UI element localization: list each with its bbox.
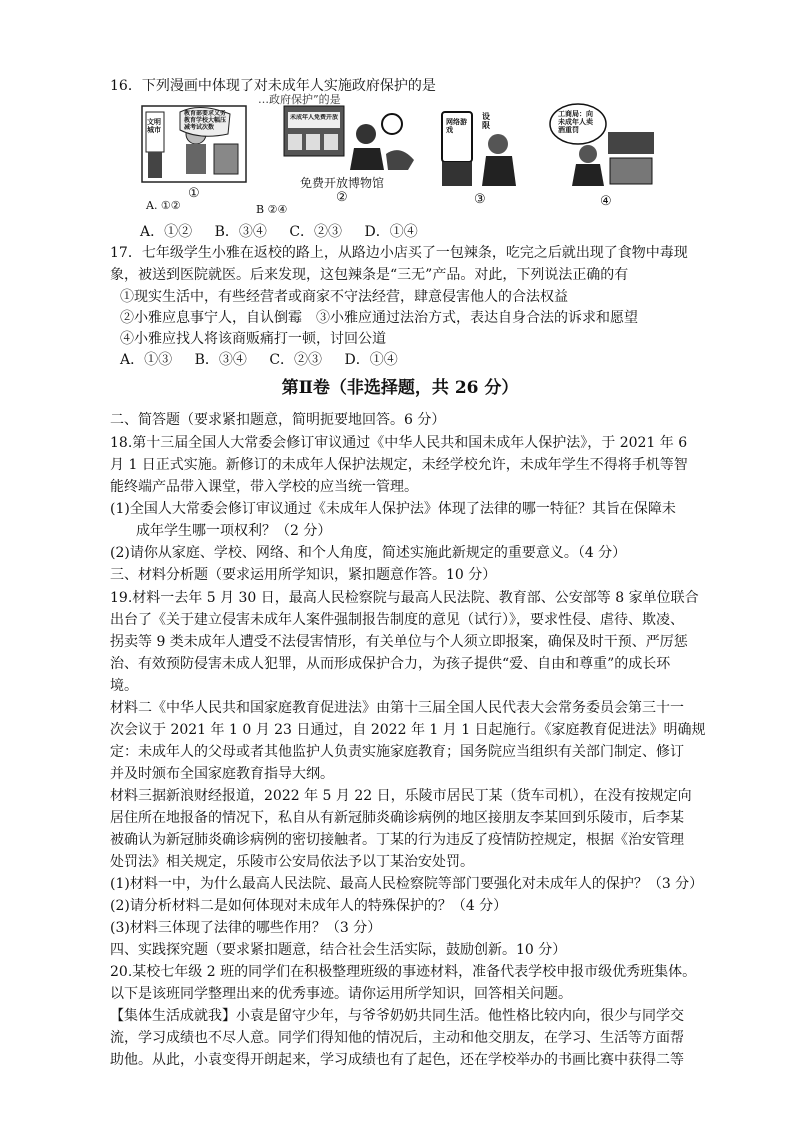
cartoon-2-board: 未成年人免费开放: [290, 114, 338, 121]
story-line-2: 流，学习成绩也不尽人意。同学们得知他的情况后，主动和他交朋友，在学习、生活等方面帮: [110, 1030, 684, 1046]
material-2-line-2: 次会议于 2021 年 1 0 月 23 日通过，自 2022 年 1 月 1 日起施行。《家庭教育促进法》明确规: [110, 722, 706, 738]
q17-stem-line-2: 象，被送到医院就医。后来发现，这包辣条是“三无”产品。对此，下列说法正确的有: [110, 267, 629, 283]
q18-sub-1-line-2: 成年学生哪一项权利？（2 分）: [136, 523, 332, 539]
q18-line-1: 18.第十三届全国人大常委会修订审议通过《中华人民共和国未成年人保护法》，于 2021 年 6: [110, 435, 688, 451]
q17-item-2-3: ②小雅应息事宁人，自认倒霉 ③小雅应通过法治方式，表达自身合法的诉求和愿望: [120, 310, 638, 326]
story-line-1: 【集体生活成就我】小袁是留守少年，与爷爷奶奶共同生活。他性格比较内向，很少与同学交: [110, 1008, 684, 1024]
q16-partial-option-b: B ②④: [256, 205, 288, 213]
part-2-heading: 二、简答题（要求紧扣题意，简明扼要地回答。6 分）: [110, 412, 446, 428]
part-4-heading: 四、实践探究题（要求紧扣题意，结合社会生活实际，鼓励创新。10 分）: [110, 942, 567, 958]
material-1-line-1: 19.材料一去年 5 月 30 日，最高人民检察院与最高人民法院、教育部、公安部等 8 家单位联合: [110, 590, 699, 606]
cartoon-panel-3: [438, 104, 528, 214]
q17-options: [120, 350, 416, 370]
material-2-line-3: 定：未成年人的父母或者其他监护人负责实施家庭教育；国务院应当组织有关部门制定、修订: [110, 744, 684, 760]
q18-line-2: 月 1 日正式实施。新修订的未成年人保护法规定，未经学校允许，未成年学生不得将手机等智: [110, 457, 688, 473]
q17-option-d[interactable]: D．①④: [344, 352, 398, 368]
q19-sub-2: (2)请分析材料二是如何体现对未成年人的特殊保护的？（4 分）: [110, 898, 508, 914]
q16-banner-partial: …政府保护”的是: [258, 93, 341, 106]
cartoon-panel-2: [280, 104, 418, 214]
q17-stem-line-1: 17．七年级学生小雅在返校的路上，从路边小店买了一包辣条，吃完之后就出现了食物中毒现: [110, 245, 688, 261]
cartoon-3-screen: 网络游戏: [446, 117, 467, 134]
q16-option-d[interactable]: D．①④: [364, 224, 418, 240]
material-1-line-4: 治、有效预防侵害未成人犯罪，从而形成保护合力，为孩子提供“爱、自由和尊重”的成长环: [110, 656, 671, 672]
material-3-line-3: 被确认为新冠肺炎确诊病例的密切接触者。丁某的行为违反了疫情防控规定，根据《治安管理: [110, 832, 684, 848]
q17-option-b[interactable]: B．③④: [194, 352, 247, 368]
q16-option-c[interactable]: C．②③: [289, 224, 343, 240]
q19-sub-1: (1)材料一中，为什么最高人民法院、最高人民检察院等部门要强化对未成年人的保护？（3 分）: [110, 876, 704, 892]
cartoon-panel-1: [140, 104, 248, 214]
q19-sub-3: (3)材料三体现了法律的哪些作用？（3 分）: [110, 920, 382, 936]
material-2-line-4: 并及时颁布全国家庭教育指导大纲。: [110, 766, 334, 782]
q16-partial-option-a: A. ①②: [146, 199, 181, 212]
part-3-heading: 三、材料分析题（要求运用所学知识，紧扣题意作答。10 分）: [110, 567, 497, 583]
material-1-line-5: 境。: [110, 678, 138, 694]
material-2-line-1: 材料二《中华人民共和国家庭教育促进法》由第十三届全国人民代表大会常务委员会第三十一: [110, 700, 684, 716]
material-3-line-1: 材料三据新浪财经报道，2022 年 5 月 22 日，乐陵市居民丁某（货车司机），在没有按规定向: [110, 788, 692, 804]
q20-line-2: 以下是该班同学整理出来的优秀事迹。请你运用所学知识，回答相关问题。: [110, 986, 572, 1002]
cartoon-1-bubble: 教育部要求义务教育学校大幅压减考试次数: [184, 110, 227, 131]
material-3-line-4: 处罚法》相关规定，乐陵市公安局依法予以丁某治安处罚。: [110, 854, 474, 870]
cartoon-3-speech: 设限: [482, 111, 490, 130]
material-1-line-2: 出台了《关于建立侵害未成年人案件强制报告制度的意见（试行）》，要求性侵、虐待、欺凌、: [110, 612, 684, 628]
q18-line-3: 能终端产品带入课堂，带入学校的应当统一管理。: [110, 479, 418, 495]
section-2-title: 第Ⅱ卷（非选择题，共 26 分）: [281, 378, 519, 398]
q17-option-c[interactable]: C．②③: [269, 352, 323, 368]
q17-item-1: ①现实生活中，有些经营者或商家不守法经营，肆意侵害他人的合法权益: [120, 289, 568, 305]
cartoon-4-number: ④: [600, 194, 612, 209]
cartoon-2-number: ②: [336, 190, 348, 205]
q16-option-b[interactable]: B．③④: [214, 224, 267, 240]
q18-sub-1-line-1: (1)全国人大常委会修订审议通过《未成年人保护法》体现了法律的哪一特征？其旨在保障未: [110, 501, 676, 517]
cartoon-1-number: ①: [188, 186, 200, 201]
q20-line-1: 20.某校七年级 2 班的同学们在积极整理班级的事迹材料，准备代表学校申报市级优秀班集体。: [110, 964, 697, 980]
q16-options: [140, 222, 436, 242]
q16-stem: 16．下列漫画中体现了对未成年人实施政府保护的是: [110, 78, 436, 94]
q18-sub-2: (2)请你从家庭、学校、网络、和个人角度，简述实施此新规定的重要意义。（4 分）: [110, 545, 627, 561]
cartoon-1-sign: 文明城市: [147, 117, 161, 134]
q17-item-4: ④小雅应找人将该商贩痛打一顿，讨回公道: [120, 331, 386, 347]
cartoon-3-number: ③: [474, 192, 486, 207]
cartoon-panel-4: [548, 102, 658, 212]
cartoon-4-bubble: 工商局：向未成年人卖酒重罚: [558, 109, 593, 134]
material-3-line-2: 居住所在地报备的情况下，私自从有新冠肺炎确诊病例的地区接朋友李某回到乐陵市，后李某: [110, 810, 684, 826]
q17-option-a[interactable]: A．①③: [120, 352, 173, 368]
q16-option-a[interactable]: A．①②: [140, 224, 193, 240]
cartoon-2-caption: 免费开放博物馆: [300, 176, 385, 190]
story-line-3: 助他。从此，小袁变得开朗起来，学习成绩也有了起色，还在学校举办的书画比赛中获得二等: [110, 1052, 684, 1068]
material-1-line-3: 拐卖等 9 类未成年人遭受不法侵害情形，有关单位与个人须立即报案，确保及时干预、严厉惩: [110, 634, 688, 650]
